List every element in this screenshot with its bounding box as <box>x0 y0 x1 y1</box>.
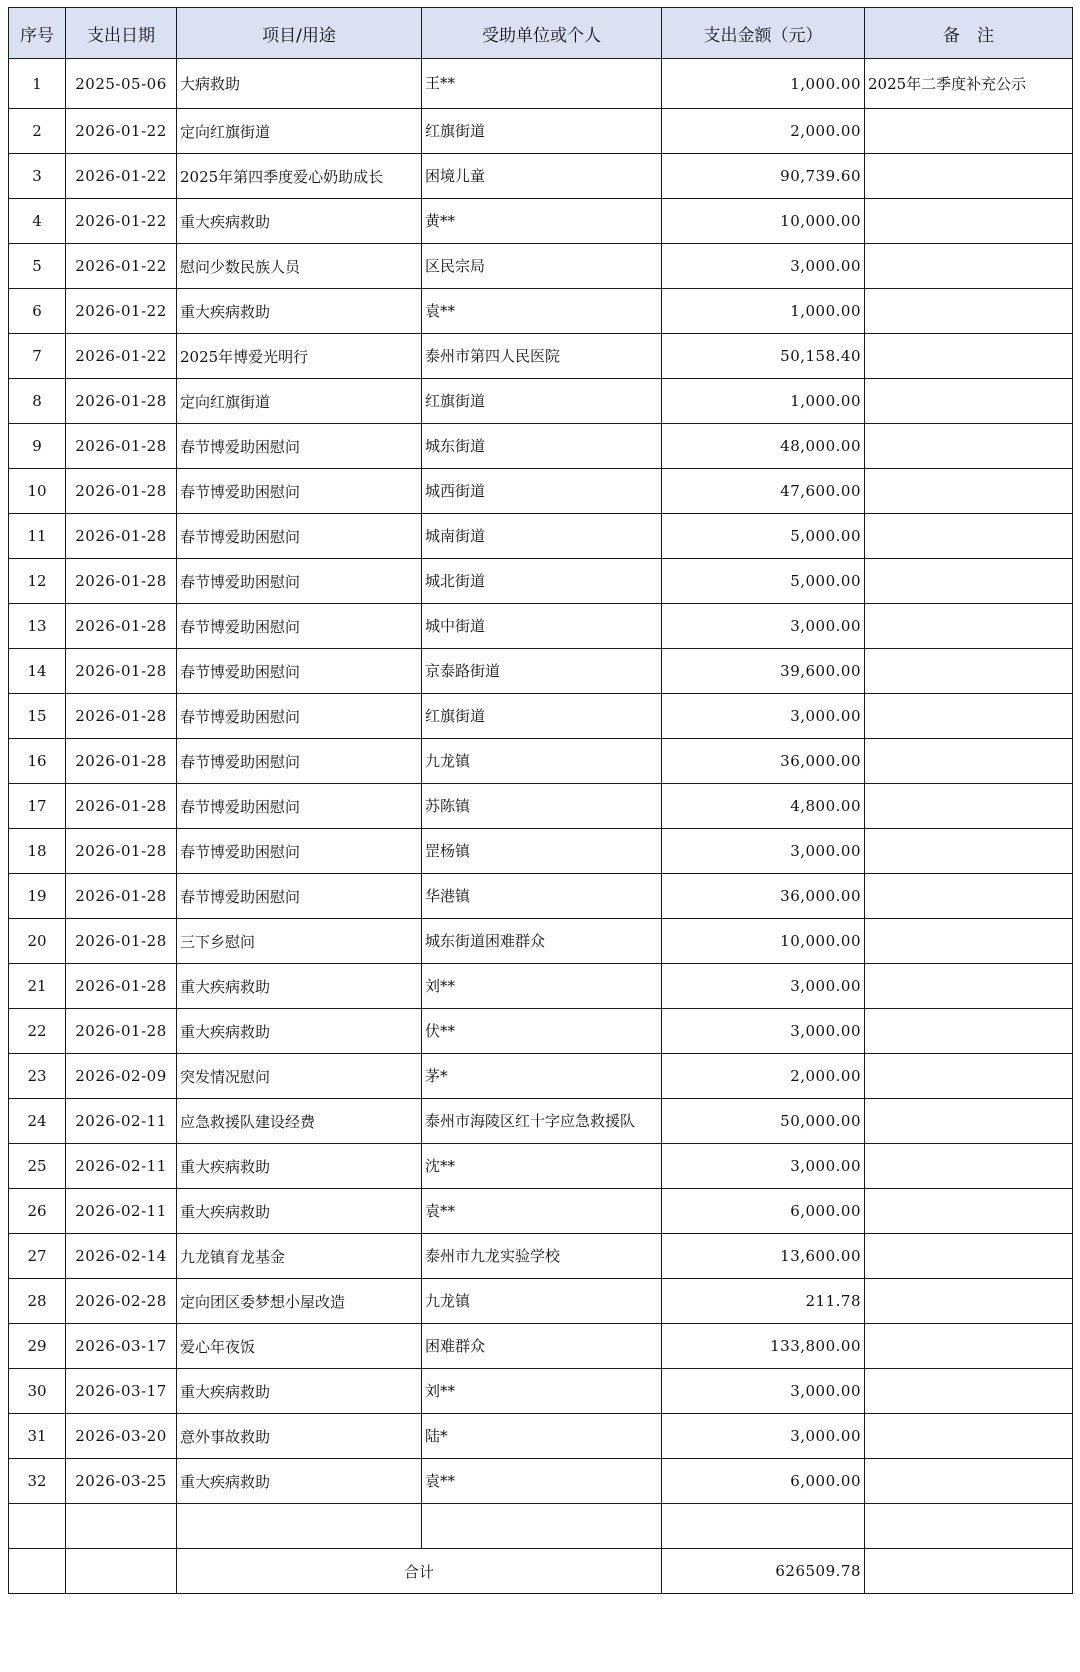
cell-item: 定向红旗街道 <box>177 379 422 424</box>
cell-date: 2026-01-28 <box>66 379 177 424</box>
cell-index: 23 <box>9 1054 66 1099</box>
table-header <box>9 8 1073 59</box>
cell-item: 三下乡慰问 <box>177 919 422 964</box>
cell-date: 2025-05-06 <box>66 59 177 109</box>
cell-amount: 4,800.00 <box>662 784 865 829</box>
cell-recipient: 苏陈镇 <box>422 784 662 829</box>
cell-item: 春节博爱助困慰问 <box>177 739 422 784</box>
blank-cell <box>422 1504 662 1549</box>
cell-note <box>865 1099 1073 1144</box>
cell-amount: 48,000.00 <box>662 424 865 469</box>
table-body <box>9 59 1073 1594</box>
table-row <box>9 1099 1073 1144</box>
blank-cell <box>662 1504 865 1549</box>
cell-amount: 47,600.00 <box>662 469 865 514</box>
cell-amount: 5,000.00 <box>662 514 865 559</box>
cell-index: 15 <box>9 694 66 739</box>
total-amount: 626509.78 <box>662 1549 865 1594</box>
cell-item: 重大疾病救助 <box>177 199 422 244</box>
table-row <box>9 874 1073 919</box>
cell-index: 30 <box>9 1369 66 1414</box>
cell-item: 重大疾病救助 <box>177 1369 422 1414</box>
cell-recipient: 泰州市九龙实验学校 <box>422 1234 662 1279</box>
total-empty-cell <box>9 1549 66 1594</box>
header-date: 支出日期 <box>66 8 177 59</box>
cell-note <box>865 604 1073 649</box>
cell-index: 4 <box>9 199 66 244</box>
header-note: 备 注 <box>865 8 1073 59</box>
table-row <box>9 424 1073 469</box>
cell-item: 春节博爱助困慰问 <box>177 694 422 739</box>
cell-date: 2026-01-22 <box>66 199 177 244</box>
cell-note <box>865 1279 1073 1324</box>
cell-date: 2026-01-28 <box>66 604 177 649</box>
cell-item: 重大疾病救助 <box>177 1189 422 1234</box>
cell-note <box>865 1189 1073 1234</box>
cell-recipient: 泰州市海陵区红十字应急救援队 <box>422 1099 662 1144</box>
cell-recipient: 沈** <box>422 1144 662 1189</box>
cell-amount: 133,800.00 <box>662 1324 865 1369</box>
cell-note <box>865 289 1073 334</box>
cell-index: 10 <box>9 469 66 514</box>
cell-amount: 3,000.00 <box>662 1009 865 1054</box>
table-row <box>9 739 1073 784</box>
cell-index: 19 <box>9 874 66 919</box>
cell-item: 慰问少数民族人员 <box>177 244 422 289</box>
cell-amount: 3,000.00 <box>662 829 865 874</box>
cell-amount: 50,000.00 <box>662 1099 865 1144</box>
cell-recipient: 九龙镇 <box>422 1279 662 1324</box>
table-row <box>9 1144 1073 1189</box>
cell-recipient: 泰州市第四人民医院 <box>422 334 662 379</box>
cell-index: 18 <box>9 829 66 874</box>
cell-date: 2026-02-11 <box>66 1099 177 1144</box>
cell-index: 9 <box>9 424 66 469</box>
cell-recipient: 黄** <box>422 199 662 244</box>
cell-item: 春节博爱助困慰问 <box>177 469 422 514</box>
table-row <box>9 199 1073 244</box>
cell-amount: 3,000.00 <box>662 1369 865 1414</box>
total-empty-cell <box>865 1549 1073 1594</box>
cell-amount: 90,739.60 <box>662 154 865 199</box>
cell-note <box>865 1324 1073 1369</box>
cell-index: 1 <box>9 59 66 109</box>
table-row <box>9 1369 1073 1414</box>
cell-item: 2025年第四季度爱心奶助成长 <box>177 154 422 199</box>
table-row <box>9 244 1073 289</box>
table-row <box>9 649 1073 694</box>
cell-date: 2026-01-28 <box>66 739 177 784</box>
cell-recipient: 城南街道 <box>422 514 662 559</box>
cell-index: 31 <box>9 1414 66 1459</box>
table-row <box>9 1279 1073 1324</box>
cell-recipient: 城中街道 <box>422 604 662 649</box>
cell-recipient: 茅* <box>422 1054 662 1099</box>
cell-amount: 3,000.00 <box>662 964 865 1009</box>
table-row <box>9 829 1073 874</box>
cell-amount: 211.78 <box>662 1279 865 1324</box>
cell-amount: 50,158.40 <box>662 334 865 379</box>
cell-recipient: 华港镇 <box>422 874 662 919</box>
cell-recipient: 刘** <box>422 1369 662 1414</box>
total-empty-cell <box>66 1549 177 1594</box>
cell-note <box>865 649 1073 694</box>
cell-item: 2025年博爱光明行 <box>177 334 422 379</box>
cell-note: 2025年二季度补充公示 <box>865 59 1073 109</box>
blank-cell <box>66 1504 177 1549</box>
cell-date: 2026-01-28 <box>66 829 177 874</box>
cell-note <box>865 559 1073 604</box>
cell-item: 爱心年夜饭 <box>177 1324 422 1369</box>
cell-item: 春节博爱助困慰问 <box>177 649 422 694</box>
cell-amount: 3,000.00 <box>662 1414 865 1459</box>
cell-date: 2026-03-17 <box>66 1324 177 1369</box>
cell-recipient: 红旗街道 <box>422 379 662 424</box>
cell-item: 重大疾病救助 <box>177 964 422 1009</box>
cell-amount: 3,000.00 <box>662 694 865 739</box>
cell-index: 3 <box>9 154 66 199</box>
header-index: 序号 <box>9 8 66 59</box>
cell-amount: 6,000.00 <box>662 1189 865 1234</box>
cell-note <box>865 739 1073 784</box>
cell-date: 2026-03-25 <box>66 1459 177 1504</box>
cell-note <box>865 469 1073 514</box>
cell-item: 意外事故救助 <box>177 1414 422 1459</box>
cell-date: 2026-02-11 <box>66 1144 177 1189</box>
cell-recipient: 红旗街道 <box>422 694 662 739</box>
cell-item: 春节博爱助困慰问 <box>177 559 422 604</box>
cell-recipient: 困难群众 <box>422 1324 662 1369</box>
table-row <box>9 1054 1073 1099</box>
cell-index: 20 <box>9 919 66 964</box>
cell-index: 17 <box>9 784 66 829</box>
cell-index: 7 <box>9 334 66 379</box>
cell-note <box>865 154 1073 199</box>
table-row <box>9 919 1073 964</box>
cell-amount: 2,000.00 <box>662 109 865 154</box>
cell-recipient: 区民宗局 <box>422 244 662 289</box>
table-row <box>9 109 1073 154</box>
cell-item: 应急救援队建设经费 <box>177 1099 422 1144</box>
table-row <box>9 784 1073 829</box>
cell-date: 2026-01-22 <box>66 154 177 199</box>
cell-amount: 1,000.00 <box>662 289 865 334</box>
table-row <box>9 469 1073 514</box>
cell-recipient: 袁** <box>422 1189 662 1234</box>
cell-date: 2026-01-22 <box>66 334 177 379</box>
cell-date: 2026-01-28 <box>66 694 177 739</box>
cell-note <box>865 1054 1073 1099</box>
cell-amount: 6,000.00 <box>662 1459 865 1504</box>
cell-date: 2026-01-28 <box>66 1009 177 1054</box>
cell-index: 22 <box>9 1009 66 1054</box>
cell-date: 2026-01-28 <box>66 424 177 469</box>
cell-index: 32 <box>9 1459 66 1504</box>
cell-note <box>865 109 1073 154</box>
cell-recipient: 袁** <box>422 1459 662 1504</box>
header-row <box>9 8 1073 59</box>
cell-index: 26 <box>9 1189 66 1234</box>
cell-amount: 36,000.00 <box>662 874 865 919</box>
cell-amount: 13,600.00 <box>662 1234 865 1279</box>
table-row <box>9 559 1073 604</box>
cell-item: 大病救助 <box>177 59 422 109</box>
cell-amount: 36,000.00 <box>662 739 865 784</box>
cell-note <box>865 694 1073 739</box>
cell-amount: 39,600.00 <box>662 649 865 694</box>
cell-recipient: 伏** <box>422 1009 662 1054</box>
table-row <box>9 1414 1073 1459</box>
cell-index: 11 <box>9 514 66 559</box>
cell-index: 25 <box>9 1144 66 1189</box>
table-row <box>9 379 1073 424</box>
cell-recipient: 城北街道 <box>422 559 662 604</box>
total-label: 合计 <box>177 1549 662 1594</box>
cell-date: 2026-01-28 <box>66 964 177 1009</box>
cell-recipient: 刘** <box>422 964 662 1009</box>
cell-recipient: 困境儿童 <box>422 154 662 199</box>
cell-item: 重大疾病救助 <box>177 1144 422 1189</box>
cell-note <box>865 919 1073 964</box>
cell-item: 春节博爱助困慰问 <box>177 829 422 874</box>
cell-amount: 1,000.00 <box>662 59 865 109</box>
cell-item: 突发情况慰问 <box>177 1054 422 1099</box>
blank-cell <box>177 1504 422 1549</box>
table-row <box>9 59 1073 109</box>
cell-item: 重大疾病救助 <box>177 1459 422 1504</box>
table-row <box>9 964 1073 1009</box>
cell-index: 24 <box>9 1099 66 1144</box>
cell-date: 2026-01-28 <box>66 874 177 919</box>
cell-item: 春节博爱助困慰问 <box>177 874 422 919</box>
cell-index: 6 <box>9 289 66 334</box>
cell-item: 重大疾病救助 <box>177 1009 422 1054</box>
cell-index: 2 <box>9 109 66 154</box>
cell-note <box>865 379 1073 424</box>
cell-recipient: 王** <box>422 59 662 109</box>
cell-note <box>865 199 1073 244</box>
table-row <box>9 289 1073 334</box>
cell-item: 重大疾病救助 <box>177 289 422 334</box>
cell-note <box>865 1144 1073 1189</box>
cell-note <box>865 514 1073 559</box>
cell-item: 定向团区委梦想小屋改造 <box>177 1279 422 1324</box>
cell-note <box>865 874 1073 919</box>
table-row <box>9 1009 1073 1054</box>
table-row <box>9 694 1073 739</box>
cell-recipient: 城东街道困难群众 <box>422 919 662 964</box>
cell-date: 2026-01-28 <box>66 559 177 604</box>
table-row <box>9 1324 1073 1369</box>
cell-item: 春节博爱助困慰问 <box>177 784 422 829</box>
cell-date: 2026-01-28 <box>66 469 177 514</box>
cell-date: 2026-02-09 <box>66 1054 177 1099</box>
cell-index: 16 <box>9 739 66 784</box>
cell-note <box>865 964 1073 1009</box>
cell-item: 春节博爱助困慰问 <box>177 604 422 649</box>
cell-index: 21 <box>9 964 66 1009</box>
cell-date: 2026-01-22 <box>66 109 177 154</box>
cell-note <box>865 784 1073 829</box>
cell-date: 2026-01-28 <box>66 784 177 829</box>
cell-date: 2026-02-11 <box>66 1189 177 1234</box>
cell-amount: 3,000.00 <box>662 604 865 649</box>
blank-cell <box>9 1504 66 1549</box>
cell-index: 5 <box>9 244 66 289</box>
header-recipient: 受助单位或个人 <box>422 8 662 59</box>
cell-item: 春节博爱助困慰问 <box>177 514 422 559</box>
table-row <box>9 1189 1073 1234</box>
cell-date: 2026-01-22 <box>66 289 177 334</box>
expenditure-table <box>8 7 1073 1594</box>
table-row <box>9 514 1073 559</box>
cell-recipient: 袁** <box>422 289 662 334</box>
table-row <box>9 334 1073 379</box>
cell-amount: 2,000.00 <box>662 1054 865 1099</box>
cell-note <box>865 1459 1073 1504</box>
cell-date: 2026-03-20 <box>66 1414 177 1459</box>
cell-index: 29 <box>9 1324 66 1369</box>
cell-date: 2026-01-28 <box>66 649 177 694</box>
table-row <box>9 1459 1073 1504</box>
cell-index: 28 <box>9 1279 66 1324</box>
cell-index: 13 <box>9 604 66 649</box>
header-item: 项目/用途 <box>177 8 422 59</box>
cell-recipient: 城西街道 <box>422 469 662 514</box>
cell-recipient: 京泰路街道 <box>422 649 662 694</box>
cell-item: 九龙镇育龙基金 <box>177 1234 422 1279</box>
cell-note <box>865 829 1073 874</box>
cell-amount: 10,000.00 <box>662 199 865 244</box>
cell-note <box>865 244 1073 289</box>
cell-note <box>865 1009 1073 1054</box>
table-row <box>9 1234 1073 1279</box>
cell-date: 2026-02-14 <box>66 1234 177 1279</box>
cell-index: 8 <box>9 379 66 424</box>
cell-recipient: 陆* <box>422 1414 662 1459</box>
cell-recipient: 红旗街道 <box>422 109 662 154</box>
cell-recipient: 城东街道 <box>422 424 662 469</box>
cell-amount: 3,000.00 <box>662 244 865 289</box>
cell-recipient: 罡杨镇 <box>422 829 662 874</box>
header-amount: 支出金额（元） <box>662 8 865 59</box>
cell-amount: 5,000.00 <box>662 559 865 604</box>
blank-row <box>9 1504 1073 1549</box>
cell-index: 14 <box>9 649 66 694</box>
cell-note <box>865 1369 1073 1414</box>
cell-amount: 1,000.00 <box>662 379 865 424</box>
cell-note <box>865 424 1073 469</box>
cell-date: 2026-03-17 <box>66 1369 177 1414</box>
cell-date: 2026-01-28 <box>66 919 177 964</box>
cell-index: 27 <box>9 1234 66 1279</box>
cell-note <box>865 334 1073 379</box>
cell-amount: 10,000.00 <box>662 919 865 964</box>
cell-note <box>865 1414 1073 1459</box>
cell-date: 2026-01-28 <box>66 514 177 559</box>
cell-note <box>865 1234 1073 1279</box>
cell-item: 定向红旗街道 <box>177 109 422 154</box>
table-row <box>9 604 1073 649</box>
cell-date: 2026-02-28 <box>66 1279 177 1324</box>
cell-date: 2026-01-22 <box>66 244 177 289</box>
cell-amount: 3,000.00 <box>662 1144 865 1189</box>
table-row <box>9 154 1073 199</box>
total-row <box>9 1549 1073 1594</box>
blank-cell <box>865 1504 1073 1549</box>
cell-recipient: 九龙镇 <box>422 739 662 784</box>
cell-index: 12 <box>9 559 66 604</box>
cell-item: 春节博爱助困慰问 <box>177 424 422 469</box>
